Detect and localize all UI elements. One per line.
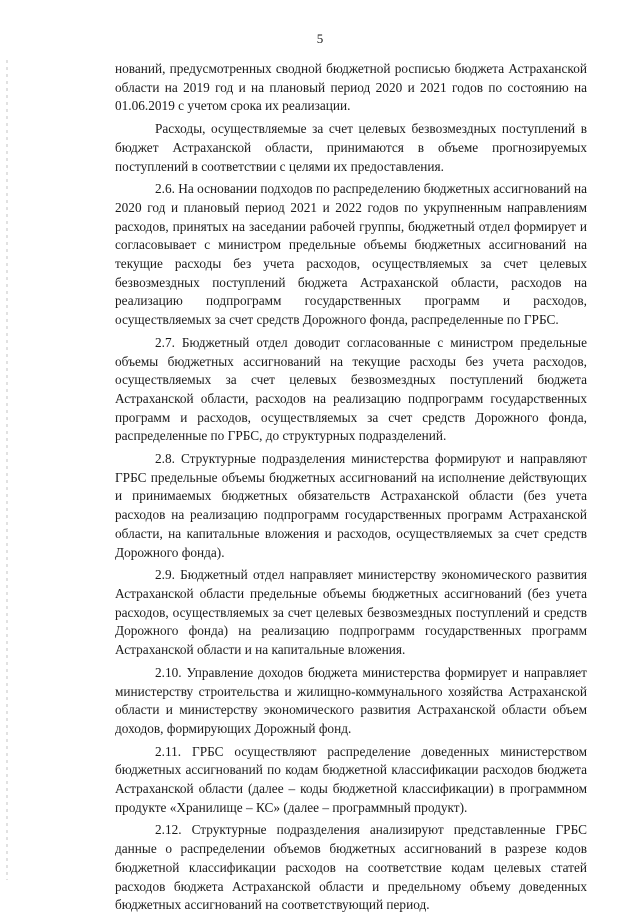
document-body [115, 60, 587, 915]
paragraph-2-11: 2.11. ГРБС осуществляют распределение доведенных министерством бюджетных ассигнований по кодам бюджетной классификации расходов бюджета Астраханской области (далее – коды бюджетной классификации) в программном продукте «Хранилище – КС» (далее – программный продукт). [115, 743, 587, 815]
paragraph-expenses-targeted-receipts: Расходы, осуществляемые за счет целевых безвозмездных поступлений в бюджет Астраханской области, принимаются в объеме прогнозируемых поступлений в соответствии с целями их предоставления. [115, 121, 587, 174]
paragraph-2-10: 2.10. Управление доходов бюджета министерства формирует и направляет министерству строительства и жилищно-коммунального хозяйства Астраханской области и министерству экономического развития Астраханской области объем доходов, формирующих Дорожный фонд. [115, 664, 587, 736]
page-number: 5 [316, 31, 324, 46]
scan-edge-artifact [6, 60, 8, 880]
paragraph-2-7: 2.7. Бюджетный отдел доводит согласованные с министром предельные объемы бюджетных ассигнований на текущие расходы без учета расходов, осуществляемых за счет целевых безвозмездных поступлений бюджета Астраханской области, расходов на реализацию подпрограмм государственных программ и расходов, осуществляемых за счет средств Дорожного фонда, распределенные по ГРБС, до структурных подразделений. [115, 334, 587, 444]
paragraph-2-12: 2.12. Структурные подразделения анализируют представленные ГРБС данные о распределении объемов бюджетных ассигнований в разрезе кодов бюджетной классификации расходов на соответствие кодам целевых статей расходов бюджета Астраханской области и предельному объему доведенных бюджетных ассигнований на соответствующий период. [115, 822, 587, 913]
paragraph-2-6: 2.6. На основании подходов по распределению бюджетных ассигнований на 2020 год и плановый период 2021 и 2022 годов по укрупненным направлениям расходов, принятых на заседании рабочей группы, бюджетный отдел формирует и согласовывает с министром предельные объемы бюджетных ассигнований на текущие расходы без учета расходов, осуществляемых за счет целевых безвозмездных поступлений бюджета Астраханской области, расходов на реализацию подпрограмм государственных программ и расходов, осуществляемых за счет средств Дорожного фонда, распределенные по ГРБС. [115, 181, 587, 328]
paragraph-2-9: 2.9. Бюджетный отдел направляет министерству экономического развития Астраханской области предельные объемы бюджетных ассигнований (без учета расходов, осуществляемых за счет целевых безвозмездных поступлений и средств Дорожного фонда) на реализацию подпрограмм государственных программ Астраханской области и на капитальные вложения. [115, 567, 587, 658]
paragraph-continuation: нований, предусмотренных сводной бюджетной росписью бюджета Астраханской области на 2019 год и на плановый период 2020 и 2021 годов по состоянию на 01.06.2019 с учетом срока их реализации. [115, 61, 587, 114]
paragraph-2-8: 2.8. Структурные подразделения министерства формируют и направляют ГРБС предельные объемы бюджетных ассигнований на исполнение действующих и принимаемых бюджетных обязательств Астраханской области (без учета расходов на реализацию подпрограмм государственных программ Астраханской области, на капитальные вложения и расходов, осуществляемых за счет средств Дорожного фонда). [115, 451, 587, 560]
